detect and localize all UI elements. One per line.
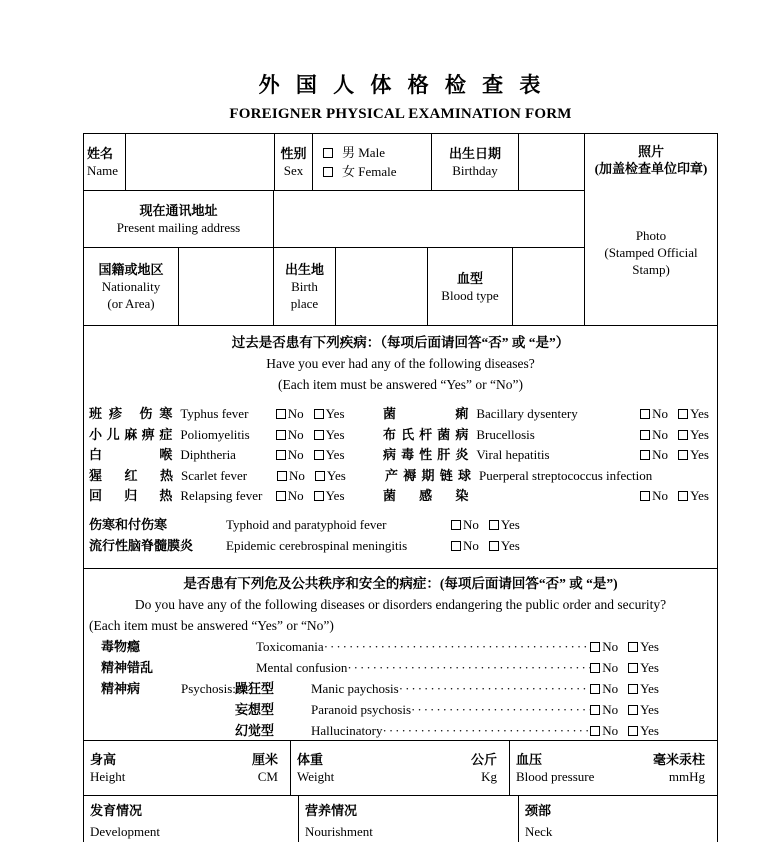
security-item-en: Mental confusion (256, 660, 348, 675)
disease-row (89, 514, 717, 535)
no-checkbox[interactable] (640, 450, 650, 460)
disease-name-cn: 菌 感 染 (382, 488, 469, 503)
no-label: No (287, 488, 304, 503)
no-checkbox[interactable] (451, 520, 461, 530)
yes-label: Yes (326, 467, 346, 483)
no-yes-checks (640, 486, 717, 507)
yes-checkbox[interactable] (315, 471, 325, 481)
no-label: No (602, 702, 619, 717)
no-checkbox[interactable] (640, 430, 650, 440)
no-checkbox[interactable] (451, 541, 461, 551)
diseases-header-cn: 过去是否患有下列疾病：（每项后面请回答“否” 或 “是”） (231, 335, 570, 350)
disease-name-cn: 病毒性肝炎 (382, 447, 469, 462)
vitals-row (84, 740, 717, 795)
birthday-label-cell (432, 134, 519, 190)
yes-label: Yes (640, 723, 659, 738)
no-checkbox[interactable] (276, 409, 286, 419)
no-yes-checks (451, 514, 520, 535)
sex-options-cell (313, 134, 432, 190)
yes-checkbox[interactable] (314, 491, 324, 501)
blood-pressure-unit-cn: 毫米汞柱 (652, 752, 705, 767)
security-section (84, 568, 717, 740)
nourishment-label-cn: 营养情况 (305, 803, 358, 818)
address-input-area[interactable] (274, 191, 584, 247)
blood-type-label-cn: 血型 (456, 270, 483, 286)
security-item (101, 699, 659, 720)
weight-label-cn: 体重 (297, 752, 324, 767)
disease-name-cn: 伤寒和付伤寒 (89, 516, 168, 532)
yes-label: Yes (325, 488, 345, 503)
yes-checkbox[interactable] (489, 520, 499, 530)
extra-disease-grid (84, 514, 717, 556)
row-name-sex-birthday (84, 134, 584, 191)
disease-name-en: Typhus fever (180, 406, 249, 421)
yes-label: Yes (325, 447, 345, 462)
security-header-en2: (Each item must be answered “Yes” or “No”) (89, 618, 334, 633)
identity-block (84, 134, 717, 326)
disease-row (89, 404, 717, 425)
no-yes-checks (640, 404, 717, 425)
photo-label-en2: (Stamped Official (604, 245, 698, 260)
neck-label-en: Neck (525, 824, 553, 839)
no-label: No (463, 516, 479, 532)
security-item (101, 720, 659, 741)
no-yes-checks (590, 678, 659, 699)
nationality-label-en2: (or Area) (107, 296, 155, 311)
female-option (323, 162, 431, 181)
no-checkbox[interactable] (590, 684, 600, 694)
nourishment-cell[interactable] (299, 796, 519, 842)
disease-name-en: Viral hepatitis (476, 447, 550, 462)
development-label-en: Development (90, 824, 161, 839)
name-label-cn: 姓名 (87, 146, 114, 161)
weight-unit-cn: 公斤 (470, 752, 497, 767)
photo-label-en1: Photo (635, 228, 667, 243)
height-unit-cn: 厘米 (251, 752, 278, 767)
disease-grid (84, 404, 717, 507)
security-item-en: Toxicomania (256, 639, 324, 654)
birthday-input-area[interactable] (519, 134, 584, 190)
nationality-label-cell (84, 248, 179, 325)
disease-name-en: Bacillary dysentery (476, 406, 578, 421)
birthplace-label-en2: place (290, 296, 319, 311)
female-checkbox[interactable] (323, 167, 333, 177)
no-checkbox[interactable] (277, 471, 287, 481)
disease-name-en: Scarlet fever (181, 467, 248, 483)
no-yes-checks (451, 535, 520, 556)
yes-label: Yes (640, 639, 659, 654)
nationality-label-cn: 国籍或地区 (98, 262, 164, 277)
neck-label-cn: 颈部 (525, 803, 552, 818)
security-items (84, 636, 717, 741)
disease-name-en: Epidemic cerebrospinal meningitis (226, 537, 408, 553)
no-yes-checks (276, 425, 383, 446)
diseases-section (84, 326, 717, 568)
name-input-area[interactable] (126, 134, 275, 190)
form-title-english: FOREIGNER PHYSICAL EXAMINATION FORM (229, 106, 572, 122)
blood-type-label-cell (428, 248, 513, 325)
no-checkbox[interactable] (640, 409, 650, 419)
yes-checkbox[interactable] (628, 663, 638, 673)
neck-cell[interactable] (519, 796, 717, 842)
sex-label-cn: 性别 (280, 146, 307, 161)
security-header-cn: 是否患有下列危及公共秩序和安全的病症：(每项后面请回答“否” 或 “是”) (183, 576, 618, 591)
row-address (84, 191, 584, 248)
no-label: No (463, 537, 479, 553)
no-yes-checks (590, 657, 659, 678)
yes-label: Yes (690, 406, 709, 421)
address-label-en: Present mailing address (116, 220, 241, 235)
psychosis-type-cn: 妄想型 (235, 702, 275, 717)
disease-name-cn: 回 归 热 (89, 488, 173, 503)
blood-pressure-cell[interactable] (510, 741, 717, 795)
no-yes-checks (276, 445, 383, 466)
disease-name-en: Relapsing fever (180, 488, 263, 503)
yes-label: Yes (325, 426, 345, 442)
dotted-leader (399, 678, 590, 699)
weight-label-en: Weight (297, 769, 335, 784)
disease-name-cn: 布氏杆菌病 (382, 426, 469, 442)
disease-name-cn: 流行性脑脊髓膜炎 (89, 537, 194, 553)
yes-checkbox[interactable] (628, 642, 638, 652)
no-checkbox[interactable] (590, 663, 600, 673)
birthday-label-cn: 出生日期 (448, 146, 501, 161)
no-yes-checks (590, 720, 659, 741)
blood-pressure-label-en: Blood pressure (516, 769, 595, 784)
disease-name-en: Puerperal streptococcus infection (479, 467, 653, 483)
disease-name-en: Poliomyelitis (180, 426, 250, 442)
security-item (101, 678, 659, 699)
disease-name-cn: 产褥期链球 (385, 467, 471, 483)
height-cell[interactable] (84, 741, 291, 795)
yes-checkbox[interactable] (628, 705, 638, 715)
form-content (83, 72, 718, 842)
weight-unit-en: Kg (481, 769, 497, 784)
no-yes-checks (640, 445, 717, 466)
yes-checkbox[interactable] (678, 409, 688, 419)
dotted-leader (324, 636, 591, 657)
dotted-leader (347, 657, 590, 678)
sex-label-en: Sex (283, 163, 304, 178)
no-label: No (287, 426, 304, 442)
blood-pressure-unit-en: mmHg (668, 769, 705, 784)
photo-label-cn2: (加盖检查单位印章) (594, 161, 708, 176)
birthplace-label-cell (274, 248, 336, 325)
no-checkbox[interactable] (276, 491, 286, 501)
name-label-en: Name (87, 163, 119, 178)
security-header-en1: Do you have any of the following diseases or disorders endangering the public order and security? (134, 597, 667, 612)
no-checkbox[interactable] (590, 705, 600, 715)
diseases-header-en1: Have you ever had any of the following diseases? (266, 356, 535, 371)
disease-name-en (476, 486, 640, 507)
birthplace-label-cn: 出生地 (284, 262, 324, 277)
dotted-leader (382, 720, 590, 741)
psychosis-type-cn: 躁狂型 (235, 681, 275, 696)
height-label-en: Height (90, 769, 126, 784)
yes-label: Yes (690, 426, 709, 442)
security-item (101, 636, 659, 657)
dotted-leader (411, 699, 590, 720)
yes-checkbox[interactable] (628, 684, 638, 694)
yes-label: Yes (500, 537, 520, 553)
yes-label: Yes (640, 702, 659, 717)
disease-name-cn: 白 喉 (89, 447, 173, 462)
disease-name-cn: 小儿麻痹症 (89, 426, 173, 442)
yes-checkbox[interactable] (314, 409, 324, 419)
disease-row (89, 466, 717, 487)
no-label: No (652, 406, 669, 421)
yes-label: Yes (325, 406, 345, 421)
no-yes-checks (640, 425, 717, 446)
yes-checkbox[interactable] (678, 491, 688, 501)
disease-row (89, 445, 717, 466)
yes-label: Yes (640, 660, 659, 675)
no-yes-checks (276, 486, 383, 507)
yes-label: Yes (690, 447, 709, 462)
development-cell[interactable] (84, 796, 299, 842)
exam-row (84, 795, 717, 842)
disease-row (89, 425, 717, 446)
no-label: No (287, 447, 304, 462)
security-item-en: Hallucinatory (311, 723, 383, 738)
nationality-label-en1: Nationality (101, 279, 161, 294)
security-item (101, 657, 659, 678)
development-label-cn: 发育情况 (90, 803, 143, 818)
no-label: No (287, 406, 304, 421)
disease-row (89, 535, 717, 556)
no-checkbox[interactable] (276, 430, 286, 440)
security-item-cn: 毒物瘾 (101, 639, 141, 654)
security-item-cn: 精神病 (101, 681, 141, 696)
nationality-input-area[interactable] (179, 248, 274, 325)
photo-label-cn1: 照片 (637, 144, 664, 159)
blood-type-input-area[interactable] (513, 248, 584, 325)
no-yes-checks (590, 699, 659, 720)
photo-label-en3: Stamp) (632, 262, 670, 277)
yes-label: Yes (500, 516, 520, 532)
no-label: No (652, 447, 669, 462)
sex-label-cell (275, 134, 313, 190)
male-option (323, 143, 431, 162)
identity-left (84, 134, 584, 325)
no-label: No (602, 660, 619, 675)
blood-pressure-label-cn: 血压 (516, 752, 543, 767)
no-label: No (289, 467, 305, 483)
no-checkbox[interactable] (276, 450, 286, 460)
height-label-cn: 身高 (90, 752, 117, 767)
no-label: No (652, 426, 669, 442)
no-yes-checks (590, 636, 659, 657)
address-label-cell (84, 191, 274, 247)
yes-checkbox[interactable] (314, 450, 324, 460)
name-label-cell (84, 134, 126, 190)
no-yes-checks (277, 466, 385, 487)
psychosis-label: Psychosis: (181, 681, 236, 696)
yes-checkbox[interactable] (314, 430, 324, 440)
security-item-cn: 精神错乱 (101, 660, 154, 675)
no-checkbox[interactable] (640, 491, 650, 501)
disease-name-en: Typhoid and paratyphoid fever (226, 516, 387, 532)
security-item-en: Paranoid psychosis (311, 702, 412, 717)
disease-name-en: Brucellosis (476, 426, 535, 442)
disease-name-cn: 菌 痢 (382, 406, 469, 421)
no-checkbox[interactable] (590, 642, 600, 652)
male-option-label: 男 Male (342, 145, 385, 160)
nourishment-label-en: Nourishment (305, 824, 373, 839)
form-title-chinese: 外 国 人 体 格 检 查 表 (258, 73, 543, 97)
blood-type-label-en: Blood type (441, 287, 499, 303)
height-unit-en: CM (257, 769, 278, 784)
male-checkbox[interactable] (323, 148, 333, 158)
security-item-en: Manic paychosis (311, 681, 399, 696)
yes-label: Yes (690, 488, 709, 503)
yes-checkbox[interactable] (678, 430, 688, 440)
no-checkbox[interactable] (590, 726, 600, 736)
weight-cell[interactable] (291, 741, 510, 795)
female-option-label: 女 Female (342, 164, 397, 179)
disease-row (89, 486, 717, 507)
no-yes-checks (276, 404, 383, 425)
yes-label: Yes (640, 681, 659, 696)
no-label: No (602, 639, 619, 654)
no-label: No (602, 723, 619, 738)
address-label-cn: 现在通讯地址 (139, 203, 218, 218)
disease-name-en: Diphtheria (180, 447, 236, 462)
disease-name-cn: 猩 红 热 (89, 467, 173, 483)
birthplace-input-area[interactable] (336, 248, 428, 325)
row-nationality-birthplace-blood (84, 248, 584, 325)
form-table (83, 133, 718, 842)
psychosis-type-cn: 幻觉型 (235, 723, 275, 738)
yes-checkbox[interactable] (678, 450, 688, 460)
no-label: No (652, 488, 669, 503)
disease-name-cn: 班疹 伤寒 (89, 406, 173, 421)
yes-checkbox[interactable] (489, 541, 499, 551)
diseases-header-en2: (Each item must be answered “Yes” or “No”) (278, 377, 523, 392)
yes-checkbox[interactable] (628, 726, 638, 736)
photo-box (584, 134, 717, 325)
birthplace-label-en1: Birth (291, 279, 318, 294)
no-label: No (602, 681, 619, 696)
birthday-label-en: Birthday (452, 163, 498, 178)
